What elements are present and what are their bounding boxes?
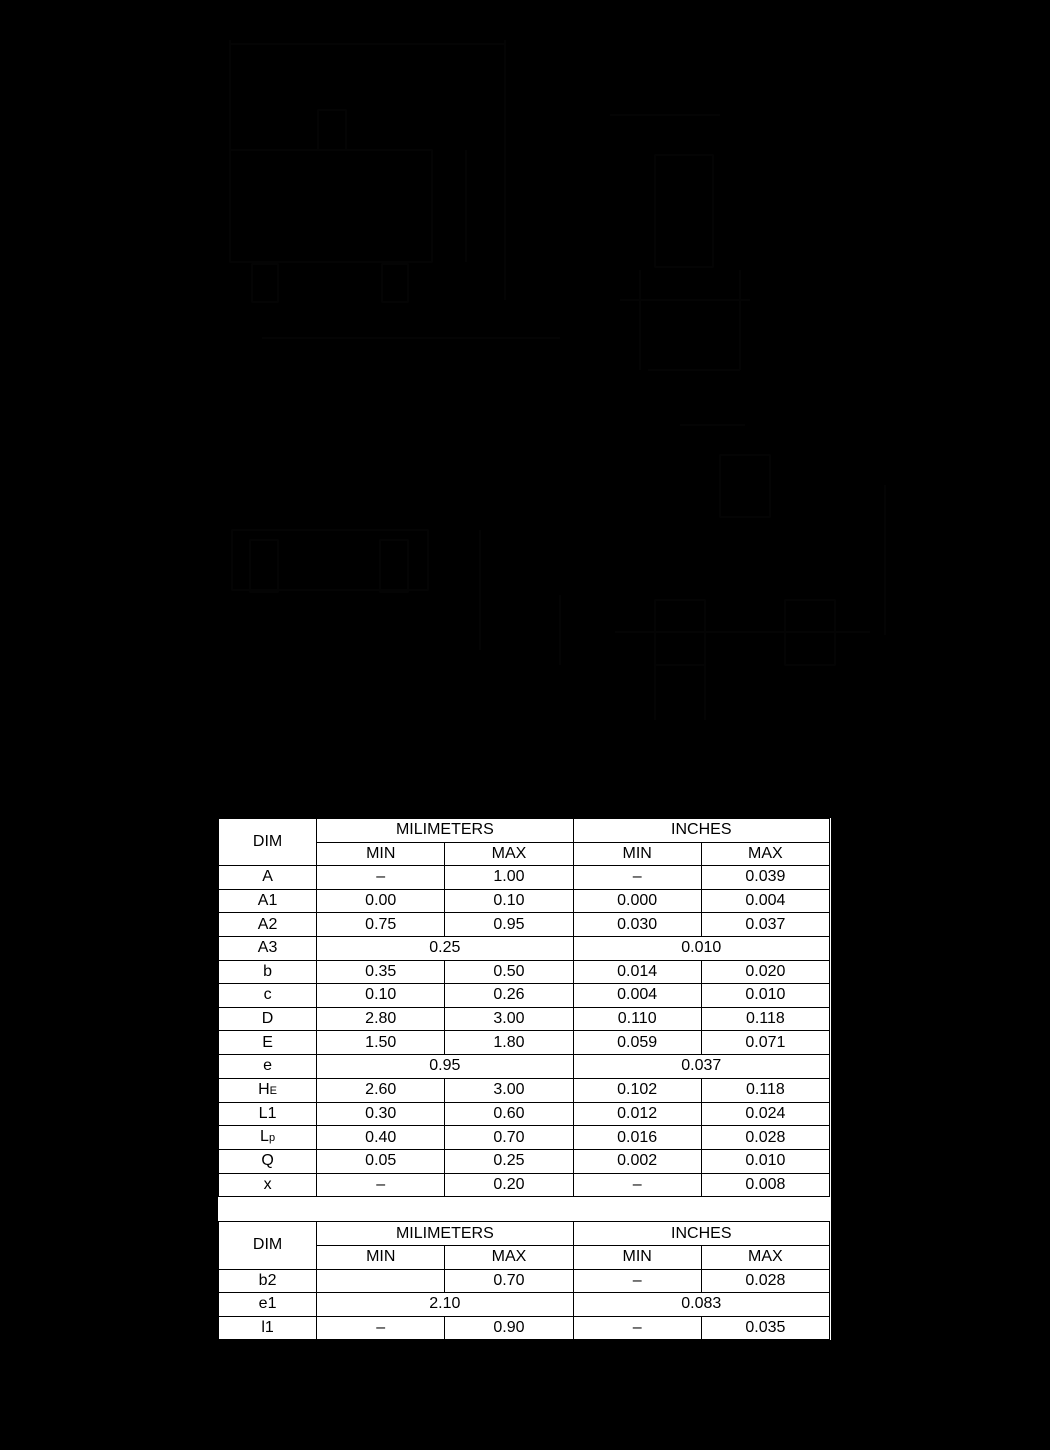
dim-subscript: E bbox=[269, 1084, 278, 1097]
in-min-cell: 0.110 bbox=[573, 1007, 701, 1031]
mm-max-cell: 1.00 bbox=[445, 866, 573, 890]
header-dim: DIM bbox=[219, 819, 317, 866]
table-row bbox=[219, 960, 830, 984]
in-max-cell: 0.020 bbox=[701, 960, 829, 984]
in-nominal-cell: 0.083 bbox=[573, 1293, 829, 1317]
in-min-cell: 0.102 bbox=[573, 1078, 701, 1102]
mm-min-cell: 0.05 bbox=[317, 1150, 445, 1174]
dim-cell bbox=[219, 984, 317, 1008]
dim-symbol: L1 bbox=[258, 1104, 277, 1122]
dim-symbol: b2 bbox=[258, 1271, 277, 1289]
header-dim: DIM bbox=[219, 1222, 317, 1269]
dim-symbol: b bbox=[263, 962, 273, 980]
dim-cell bbox=[219, 1007, 317, 1031]
in-min-cell: 0.014 bbox=[573, 960, 701, 984]
in-min-cell: – bbox=[573, 1269, 701, 1293]
table-row bbox=[219, 1078, 830, 1102]
dim-cell bbox=[219, 889, 317, 913]
header-inches: INCHES bbox=[573, 819, 829, 843]
table-row bbox=[219, 913, 830, 937]
in-max-cell: 0.028 bbox=[701, 1126, 829, 1150]
dim-symbol: A bbox=[262, 868, 273, 886]
mm-max-cell: 0.70 bbox=[445, 1126, 573, 1150]
mm-min-cell: – bbox=[317, 1173, 445, 1197]
mm-min-cell: 0.10 bbox=[317, 984, 445, 1008]
dim-cell bbox=[219, 1078, 317, 1102]
in-max-cell: 0.028 bbox=[701, 1269, 829, 1293]
table-header-row bbox=[219, 1222, 830, 1246]
in-max-cell: 0.024 bbox=[701, 1102, 829, 1126]
dimension-table-main bbox=[218, 818, 830, 1197]
table-row bbox=[219, 866, 830, 890]
mm-max-cell: 0.60 bbox=[445, 1102, 573, 1126]
in-min-cell: 0.030 bbox=[573, 913, 701, 937]
dim-cell bbox=[219, 1293, 317, 1317]
dim-symbol: L bbox=[260, 1128, 269, 1146]
mm-min-cell: 0.75 bbox=[317, 913, 445, 937]
mm-min-cell: 2.60 bbox=[317, 1078, 445, 1102]
mm-min-cell bbox=[317, 1269, 445, 1293]
mm-min-cell: 1.50 bbox=[317, 1031, 445, 1055]
header-in-min: MIN bbox=[573, 842, 701, 866]
header-millimeters: MILIMETERS bbox=[317, 819, 573, 843]
in-min-cell: 0.059 bbox=[573, 1031, 701, 1055]
in-min-cell: 0.002 bbox=[573, 1150, 701, 1174]
mm-max-cell: 0.90 bbox=[445, 1316, 573, 1340]
dim-cell bbox=[219, 1126, 317, 1150]
table-row bbox=[219, 889, 830, 913]
dimension-table-footprint bbox=[218, 1221, 830, 1340]
dim-symbol: D bbox=[261, 1010, 274, 1028]
in-max-cell: 0.039 bbox=[701, 866, 829, 890]
in-max-cell: 0.118 bbox=[701, 1007, 829, 1031]
in-max-cell: 0.010 bbox=[701, 1150, 829, 1174]
in-max-cell: 0.118 bbox=[701, 1078, 829, 1102]
table-row bbox=[219, 1173, 830, 1197]
mm-min-cell: 2.80 bbox=[317, 1007, 445, 1031]
in-max-cell: 0.071 bbox=[701, 1031, 829, 1055]
header-millimeters: MILIMETERS bbox=[317, 1222, 573, 1246]
mm-min-cell: 0.35 bbox=[317, 960, 445, 984]
dim-cell bbox=[219, 866, 317, 890]
dim-cell bbox=[219, 913, 317, 937]
mm-max-cell: 0.20 bbox=[445, 1173, 573, 1197]
dim-subscript: p bbox=[268, 1132, 276, 1145]
mm-nominal-cell: 0.25 bbox=[317, 936, 573, 960]
dim-cell bbox=[219, 1054, 317, 1078]
in-max-cell: 0.037 bbox=[701, 913, 829, 937]
header-mm-min: MIN bbox=[317, 1245, 445, 1269]
dim-symbol: E bbox=[262, 1033, 273, 1051]
table-row bbox=[219, 1007, 830, 1031]
end-view-body bbox=[232, 530, 428, 590]
in-min-cell: – bbox=[573, 1316, 701, 1340]
header-mm-max: MAX bbox=[445, 1245, 573, 1269]
in-min-cell: 0.016 bbox=[573, 1126, 701, 1150]
in-nominal-cell: 0.010 bbox=[573, 936, 829, 960]
table-row bbox=[219, 1150, 830, 1174]
in-max-cell: 0.008 bbox=[701, 1173, 829, 1197]
mm-min-cell: – bbox=[317, 866, 445, 890]
header-inches: INCHES bbox=[573, 1222, 829, 1246]
in-nominal-cell: 0.037 bbox=[573, 1054, 829, 1078]
top-view-lead-right bbox=[382, 264, 408, 302]
mm-max-cell: 3.00 bbox=[445, 1078, 573, 1102]
dim-cell bbox=[219, 1150, 317, 1174]
header-in-min: MIN bbox=[573, 1245, 701, 1269]
dim-cell bbox=[219, 960, 317, 984]
dim-symbol: x bbox=[263, 1176, 272, 1194]
top-view-lead-top bbox=[318, 110, 346, 150]
table-row bbox=[219, 1269, 830, 1293]
mm-min-cell: – bbox=[317, 1316, 445, 1340]
dim-cell bbox=[219, 1269, 317, 1293]
end-view-lead-left bbox=[250, 540, 278, 592]
dim-cell bbox=[219, 1102, 317, 1126]
mm-max-cell: 3.00 bbox=[445, 1007, 573, 1031]
dim-cell bbox=[219, 1173, 317, 1197]
dimension-tables bbox=[218, 818, 831, 1340]
in-max-cell: 0.010 bbox=[701, 984, 829, 1008]
table-row bbox=[219, 1126, 830, 1150]
dim-symbol: H bbox=[258, 1080, 270, 1098]
header-mm-max: MAX bbox=[445, 842, 573, 866]
mm-nominal-cell: 2.10 bbox=[317, 1293, 573, 1317]
footprint-pad-top bbox=[720, 455, 770, 517]
mm-max-cell: 0.50 bbox=[445, 960, 573, 984]
in-min-cell: 0.004 bbox=[573, 984, 701, 1008]
table-row bbox=[219, 984, 830, 1008]
mm-max-cell: 0.26 bbox=[445, 984, 573, 1008]
dim-symbol: c bbox=[263, 986, 272, 1004]
header-in-max: MAX bbox=[701, 842, 829, 866]
mm-max-cell: 1.80 bbox=[445, 1031, 573, 1055]
mm-min-cell: 0.30 bbox=[317, 1102, 445, 1126]
mm-nominal-cell: 0.95 bbox=[317, 1054, 573, 1078]
table-row bbox=[219, 1102, 830, 1126]
dim-symbol: A2 bbox=[257, 915, 278, 933]
dim-cell bbox=[219, 1031, 317, 1055]
dim-symbol: e1 bbox=[258, 1295, 277, 1313]
top-view-body bbox=[230, 150, 432, 262]
table-row bbox=[219, 1293, 830, 1317]
header-in-max: MAX bbox=[701, 1245, 829, 1269]
mm-max-cell: 0.70 bbox=[445, 1269, 573, 1293]
side-view-body bbox=[655, 155, 713, 267]
dim-symbol: A1 bbox=[257, 892, 278, 910]
table-gap bbox=[218, 1197, 831, 1221]
in-max-cell: 0.035 bbox=[701, 1316, 829, 1340]
in-min-cell: – bbox=[573, 1173, 701, 1197]
mm-max-cell: 0.25 bbox=[445, 1150, 573, 1174]
mm-max-cell: 0.10 bbox=[445, 889, 573, 913]
header-mm-min: MIN bbox=[317, 842, 445, 866]
in-min-cell: – bbox=[573, 866, 701, 890]
table-row bbox=[219, 1054, 830, 1078]
table-row bbox=[219, 936, 830, 960]
table-row bbox=[219, 1031, 830, 1055]
in-min-cell: 0.012 bbox=[573, 1102, 701, 1126]
dim-symbol: l1 bbox=[261, 1318, 274, 1336]
mm-max-cell: 0.95 bbox=[445, 913, 573, 937]
in-max-cell: 0.004 bbox=[701, 889, 829, 913]
top-view-lead-left bbox=[252, 264, 278, 302]
dim-cell bbox=[219, 1316, 317, 1340]
mm-min-cell: 0.00 bbox=[317, 889, 445, 913]
table-header-row bbox=[219, 819, 830, 843]
dim-cell bbox=[219, 936, 317, 960]
dim-symbol: e bbox=[263, 1057, 273, 1075]
end-view-lead-right bbox=[380, 540, 408, 592]
dim-symbol: A3 bbox=[257, 939, 278, 957]
dim-symbol: Q bbox=[261, 1152, 274, 1170]
table-row bbox=[219, 1316, 830, 1340]
mm-min-cell: 0.40 bbox=[317, 1126, 445, 1150]
in-min-cell: 0.000 bbox=[573, 889, 701, 913]
